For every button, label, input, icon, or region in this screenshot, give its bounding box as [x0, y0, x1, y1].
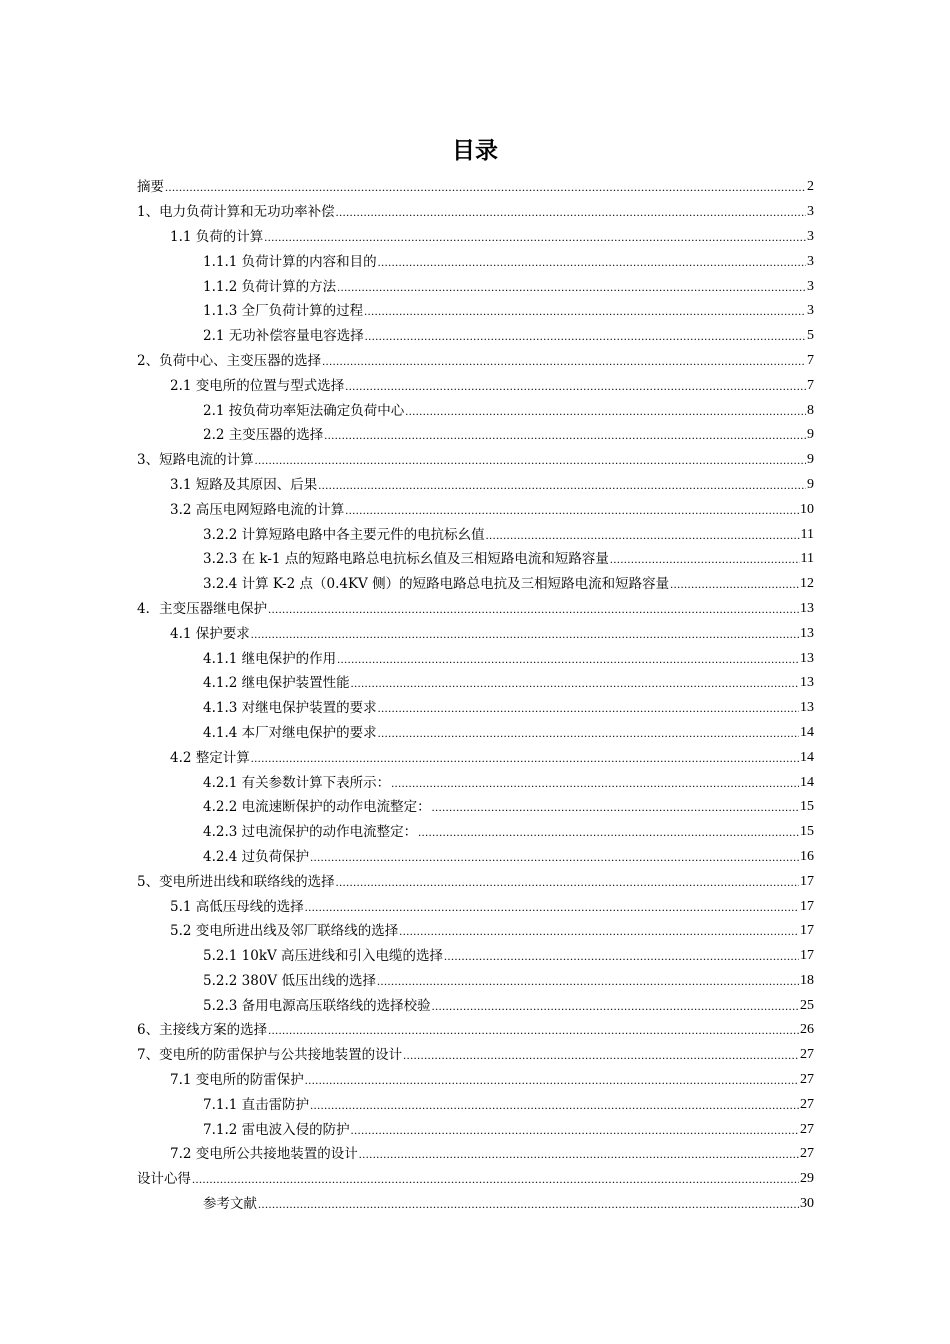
toc-page-number: 3 — [807, 303, 814, 319]
toc-dot-leader — [378, 253, 806, 271]
toc-page-number: 12 — [800, 576, 814, 592]
toc-page-number: 14 — [800, 724, 814, 740]
toc-entry-title: 7.1.2 雷电波入侵的防护 — [203, 1121, 350, 1138]
toc-entry-title: 4.1.4 本厂对继电保护的要求 — [203, 724, 377, 741]
toc-page-number: 17 — [800, 898, 814, 914]
toc-dot-leader — [305, 1071, 799, 1089]
toc-entry-title: 4.2.4 过负荷保护 — [203, 848, 310, 865]
toc-entry[interactable] — [137, 1117, 814, 1142]
toc-entry[interactable] — [137, 225, 814, 250]
toc-page-number: 17 — [800, 923, 814, 939]
toc-dot-leader — [345, 501, 799, 519]
toc-entry-title: 3.2 高压电网短路电流的计算 — [170, 501, 345, 518]
toc-dot-leader — [268, 1021, 799, 1039]
toc-dot-leader — [486, 526, 800, 544]
toc-entry[interactable] — [137, 349, 814, 374]
toc-entry-title: 5.2 变电所进出线及邻厂联络线的选择 — [170, 923, 399, 940]
toc-entry[interactable] — [137, 299, 814, 324]
toc-dot-leader — [264, 228, 806, 246]
toc-page-number: 8 — [807, 402, 814, 418]
toc-dot-leader — [345, 377, 806, 395]
toc-entry-title: 7.1.1 直击雷防护 — [203, 1096, 310, 1113]
toc-dot-leader — [432, 997, 799, 1015]
toc-dot-leader — [324, 426, 806, 444]
toc-entry-title: 4.2.2 电流速断保护的动作电流整定： — [203, 799, 431, 816]
toc-page-number: 15 — [800, 824, 814, 840]
toc-entry-title: 5.2.3 备用电源高压联络线的选择校验 — [203, 997, 431, 1014]
toc-entry-title: 3、短路电流的计算 — [137, 452, 254, 469]
toc-entry-title: 1.1 负荷的计算 — [170, 228, 264, 245]
toc-entry-title: 6、主接线方案的选择 — [137, 1022, 268, 1039]
toc-dot-leader — [351, 1121, 799, 1139]
toc-page-number: 18 — [800, 972, 814, 988]
toc-dot-leader — [378, 724, 799, 742]
toc-page-number: 10 — [800, 501, 814, 517]
toc-page-number: 25 — [800, 997, 814, 1013]
table-of-contents — [137, 175, 814, 1216]
toc-entry-title: 5、变电所进出线和联络线的选择 — [137, 873, 335, 890]
toc-dot-leader — [322, 352, 806, 370]
toc-entry[interactable] — [137, 1068, 814, 1093]
toc-entry-title: 4.1.1 继电保护的作用 — [203, 650, 337, 667]
toc-page-number: 11 — [800, 526, 814, 542]
toc-entry[interactable] — [137, 249, 814, 274]
toc-page-number: 14 — [800, 749, 814, 765]
toc-dot-leader — [268, 600, 799, 618]
toc-dot-leader — [337, 278, 806, 296]
toc-entry[interactable] — [137, 423, 814, 448]
toc-page-number: 27 — [800, 1096, 814, 1112]
toc-entry[interactable] — [137, 944, 814, 969]
toc-page-number: 9 — [807, 452, 814, 468]
toc-entry-title: 7.1 变电所的防雷保护 — [170, 1072, 304, 1089]
toc-dot-leader — [255, 451, 806, 469]
toc-dot-leader — [418, 823, 799, 841]
toc-entry[interactable] — [137, 398, 814, 423]
toc-entry[interactable] — [137, 919, 814, 944]
toc-dot-leader — [399, 922, 799, 940]
toc-entry[interactable] — [137, 497, 814, 522]
toc-dot-leader — [444, 947, 799, 965]
toc-entry[interactable] — [137, 795, 814, 820]
toc-entry-title: 1.1.2 负荷计算的方法 — [203, 278, 337, 295]
toc-entry[interactable] — [137, 1142, 814, 1167]
toc-page-number: 14 — [800, 774, 814, 790]
toc-dot-leader — [391, 774, 799, 792]
toc-entry-title: 4.2.3 过电流保护的动作电流整定： — [203, 824, 418, 841]
toc-entry-title: 2.1 无功补偿容量电容选择 — [203, 328, 364, 345]
toc-page-number: 3 — [807, 278, 814, 294]
toc-dot-leader — [405, 402, 806, 420]
toc-entry-title: 4．主变压器继电保护 — [137, 600, 268, 617]
toc-entry-title: 4.1.2 继电保护装置性能 — [203, 675, 350, 692]
toc-page-number: 13 — [800, 650, 814, 666]
toc-dot-leader — [337, 650, 799, 668]
toc-dot-leader — [165, 178, 806, 196]
toc-dot-leader — [403, 1046, 799, 1064]
toc-entry[interactable] — [137, 820, 814, 845]
toc-dot-leader — [432, 798, 799, 816]
toc-entry[interactable] — [137, 448, 814, 473]
toc-page-number: 29 — [800, 1171, 814, 1187]
toc-entry-title: 4.1 保护要求 — [170, 625, 250, 642]
toc-entry[interactable] — [137, 547, 814, 572]
toc-page-number: 5 — [807, 328, 814, 344]
toc-entry[interactable] — [137, 646, 814, 671]
toc-dot-leader — [192, 1170, 799, 1188]
toc-entry[interactable] — [137, 894, 814, 919]
toc-page-number: 15 — [800, 799, 814, 815]
toc-entry-title: 设计心得 — [137, 1171, 191, 1188]
toc-entry-title: 3.2.3 在 k-1 点的短路电路总电抗标幺值及三相短路电流和短路容量 — [203, 551, 609, 568]
toc-page-number: 2 — [807, 179, 814, 195]
toc-entry[interactable] — [137, 671, 814, 696]
toc-entry[interactable] — [137, 1167, 814, 1192]
toc-dot-leader — [305, 898, 799, 916]
toc-dot-leader — [670, 575, 799, 593]
toc-entry[interactable] — [137, 324, 814, 349]
toc-page-number: 17 — [800, 948, 814, 964]
toc-page-number: 7 — [807, 352, 814, 368]
toc-entry-title: 参考文献 — [203, 1196, 257, 1213]
toc-entry[interactable] — [137, 1043, 814, 1068]
toc-dot-leader — [336, 873, 799, 891]
toc-entry-title: 3.2.4 计算 K-2 点（0.4KV 侧）的短路电路总电抗及三相短路电流和短路容量 — [203, 576, 670, 593]
toc-page-number: 13 — [800, 675, 814, 691]
toc-page-number: 3 — [807, 228, 814, 244]
toc-page-number: 30 — [800, 1196, 814, 1212]
toc-entry-title: 7.2 变电所公共接地装置的设计 — [170, 1146, 358, 1163]
toc-page-number: 27 — [800, 1072, 814, 1088]
toc-dot-leader — [610, 550, 800, 568]
toc-entry-title: 5.2.1 10kV 高压进线和引入电缆的选择 — [203, 948, 444, 965]
toc-dot-leader — [258, 1195, 799, 1213]
toc-entry[interactable] — [137, 969, 814, 994]
toc-dot-leader — [251, 625, 799, 643]
toc-entry-title: 4.2.1 有关参数计算下表所示： — [203, 774, 391, 791]
toc-entry-title: 7、变电所的防雷保护与公共接地装置的设计 — [137, 1047, 403, 1064]
toc-entry-title: 1.1.1 负荷计算的内容和目的 — [203, 253, 377, 270]
page-title: 目录 — [452, 138, 498, 164]
toc-page-number: 9 — [807, 476, 814, 492]
toc-entry[interactable] — [137, 1092, 814, 1117]
toc-page-number: 13 — [800, 625, 814, 641]
toc-dot-leader — [310, 848, 799, 866]
toc-entry-title: 3.2.2 计算短路电路中各主要元件的电抗标幺值 — [203, 526, 485, 543]
toc-page-number: 7 — [807, 377, 814, 393]
toc-entry[interactable] — [137, 175, 814, 200]
toc-entry-title: 4.2 整定计算 — [170, 749, 250, 766]
toc-entry[interactable] — [137, 200, 814, 225]
toc-entry[interactable] — [137, 522, 814, 547]
toc-entry[interactable] — [137, 621, 814, 646]
toc-entry[interactable] — [137, 1192, 814, 1217]
toc-entry[interactable] — [137, 597, 814, 622]
toc-entry-title: 5.1 高低压母线的选择 — [170, 898, 304, 915]
toc-entry-title: 3.1 短路及其原因、后果 — [170, 476, 318, 493]
toc-entry-title: 2.1 变电所的位置与型式选择 — [170, 377, 345, 394]
toc-dot-leader — [365, 327, 806, 345]
toc-entry[interactable] — [137, 274, 814, 299]
toc-dot-leader — [318, 476, 806, 494]
toc-entry[interactable] — [137, 993, 814, 1018]
toc-entry-title: 2、负荷中心、主变压器的选择 — [137, 352, 322, 369]
toc-entry-title: 摘要 — [137, 179, 164, 196]
toc-entry[interactable] — [137, 1018, 814, 1043]
toc-entry-title: 2.2 主变压器的选择 — [203, 427, 324, 444]
toc-page-number: 11 — [800, 551, 814, 567]
toc-dot-leader — [336, 203, 806, 221]
toc-entry[interactable] — [137, 770, 814, 795]
toc-entry-title: 4.1.3 对继电保护装置的要求 — [203, 700, 377, 717]
toc-page-number: 27 — [800, 1047, 814, 1063]
toc-dot-leader — [378, 699, 799, 717]
toc-page-number: 27 — [800, 1121, 814, 1137]
toc-dot-leader — [310, 1096, 799, 1114]
toc-dot-leader — [351, 674, 799, 692]
toc-entry[interactable] — [137, 845, 814, 870]
toc-dot-leader — [364, 302, 806, 320]
toc-entry[interactable] — [137, 745, 814, 770]
toc-dot-leader — [377, 972, 799, 990]
toc-dot-leader — [251, 749, 799, 767]
toc-entry[interactable] — [137, 373, 814, 398]
toc-entry[interactable] — [137, 473, 814, 498]
toc-page-number: 16 — [800, 848, 814, 864]
toc-page-number: 13 — [800, 700, 814, 716]
toc-entry-title: 1.1.3 全厂负荷计算的过程 — [203, 303, 364, 320]
toc-entry-title: 1、电力负荷计算和无功功率补偿 — [137, 204, 335, 221]
toc-page-number: 9 — [807, 427, 814, 443]
toc-entry[interactable] — [137, 572, 814, 597]
toc-entry[interactable] — [137, 721, 814, 746]
toc-page-number: 13 — [800, 600, 814, 616]
toc-dot-leader — [359, 1145, 799, 1163]
toc-page-number: 3 — [807, 253, 814, 269]
toc-page-number: 3 — [807, 204, 814, 220]
toc-entry-title: 5.2.2 380V 低压出线的选择 — [203, 972, 376, 989]
toc-page-number: 27 — [800, 1146, 814, 1162]
toc-entry[interactable] — [137, 869, 814, 894]
toc-entry-title: 2.1 按负荷功率矩法确定负荷中心 — [203, 402, 405, 419]
toc-page-number: 26 — [800, 1022, 814, 1038]
toc-entry[interactable] — [137, 696, 814, 721]
toc-page-number: 17 — [800, 873, 814, 889]
